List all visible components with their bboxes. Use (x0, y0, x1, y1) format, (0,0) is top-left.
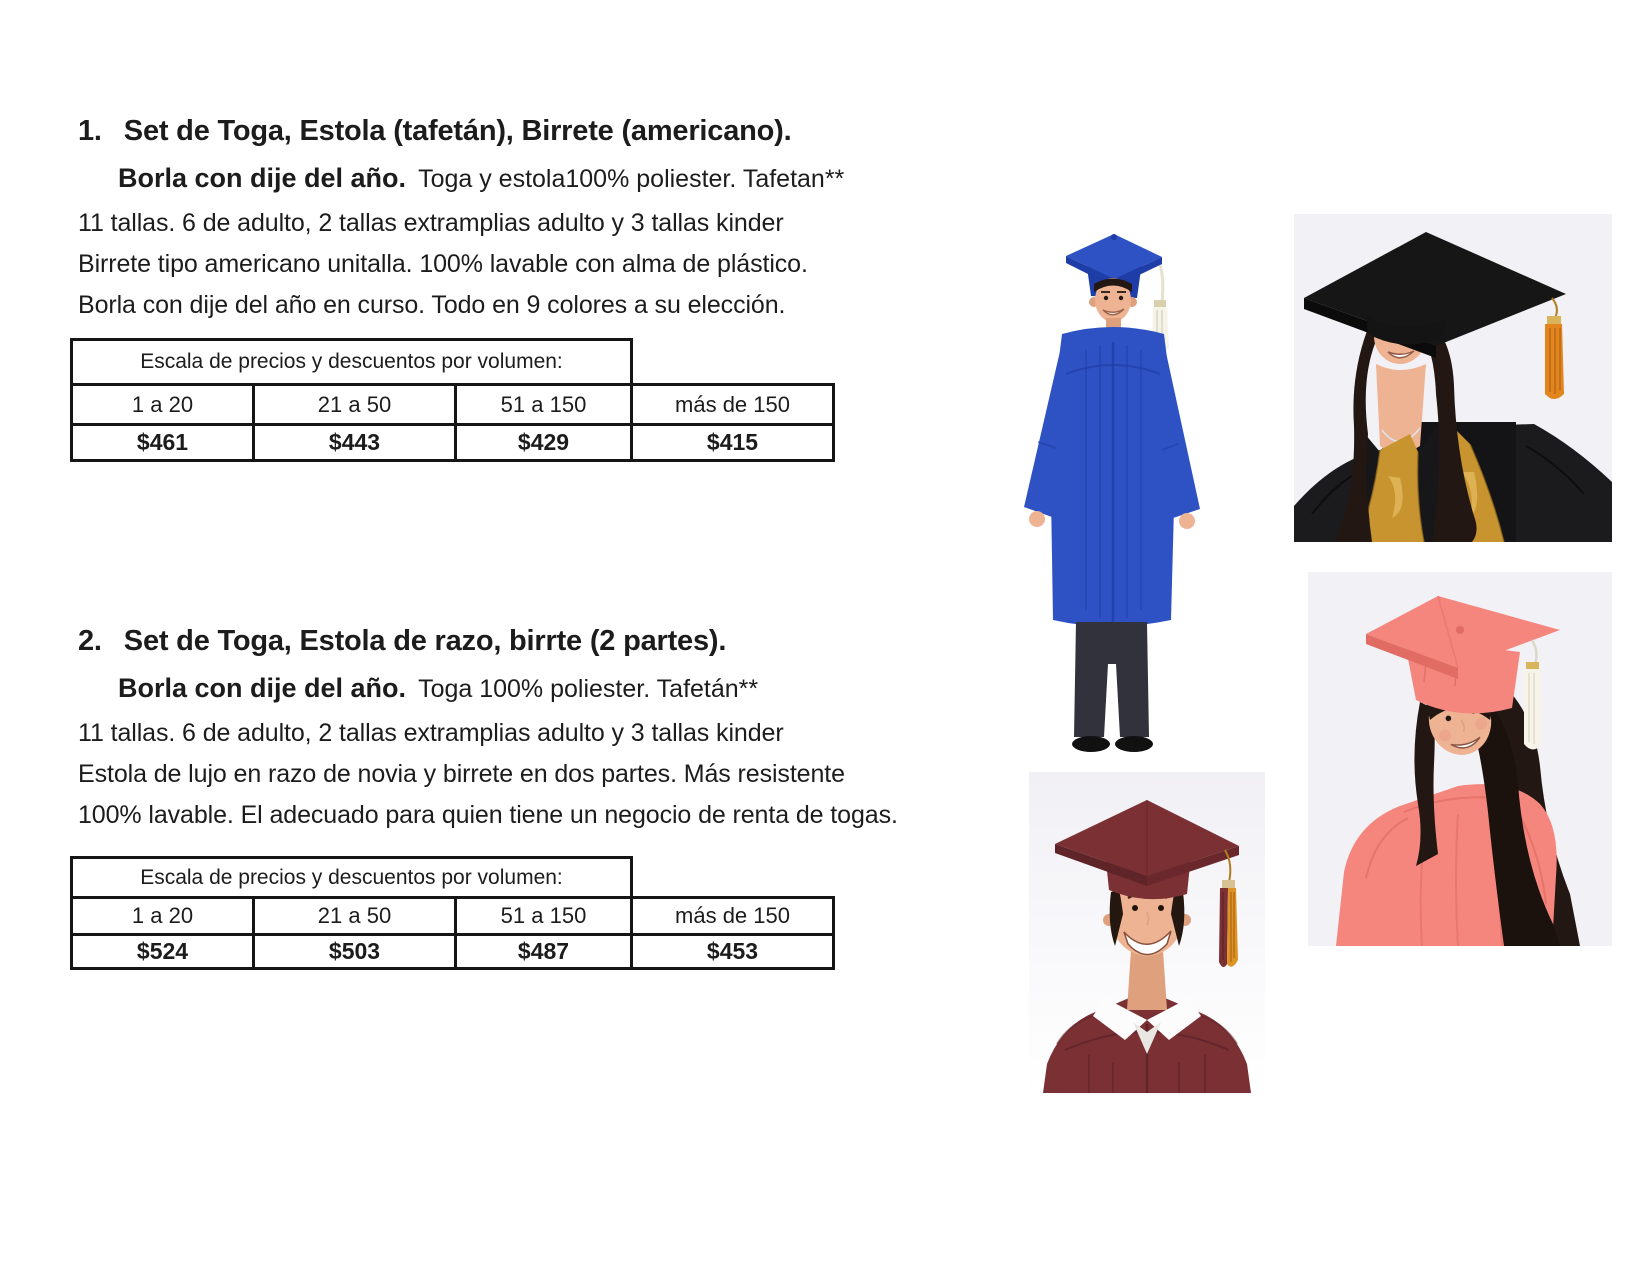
trousers (1074, 622, 1149, 737)
price-cell: $443 (254, 425, 456, 461)
product-2-description-line: 11 tallas. 6 de adulto, 2 tallas extramplias adulto y 3 tallas kinder (78, 719, 784, 747)
empty-header-cell (632, 340, 834, 385)
product-1-description-line: Birrete tipo americano unitalla. 100% lavable con alma de plástico. (78, 250, 808, 278)
quantity-range-cell: 1 a 20 (72, 898, 254, 935)
price-cell: $453 (632, 935, 834, 969)
quantity-range-cell: 21 a 50 (254, 898, 456, 935)
quantity-range-row (72, 385, 834, 425)
price-row (72, 935, 834, 969)
product-2-title (70, 622, 970, 660)
product-2-description-line: Estola de lujo en razo de novia y birrete en dos partes. Más resistente (78, 760, 845, 788)
black-gold-graduate-illustration (1294, 214, 1612, 542)
table-header-row (72, 858, 834, 898)
blue-graduate-illustration (950, 222, 1270, 774)
table-header-row (72, 340, 834, 385)
face (1089, 278, 1137, 322)
volume-price-table-1 (70, 338, 835, 462)
price-scale-header: Escala de precios y descuentos por volumen: (72, 858, 632, 898)
quantity-range-cell: 51 a 150 (456, 898, 632, 935)
product-1-title (70, 112, 970, 150)
volume-price-table-2 (70, 856, 835, 970)
product-2-subtitle-bold: Borla con dije del año. (118, 673, 407, 703)
quantity-range-cell: más de 150 (632, 385, 834, 425)
price-cell: $503 (254, 935, 456, 969)
price-cell: $429 (456, 425, 632, 461)
product-1-description-line: 11 tallas. 6 de adulto, 2 tallas extramplias adulto y 3 tallas kinder (78, 209, 784, 237)
quantity-range-cell: 51 a 150 (456, 385, 632, 425)
hand (1179, 513, 1195, 529)
product-1-subtitle-bold: Borla con dije del año. (118, 163, 407, 193)
photo-black-gown-gold-stole-graduate (1294, 214, 1612, 542)
product-1-description-line: Borla con dije del año en curso. Todo en 9 colores a su elección. (78, 291, 786, 319)
photo-blue-gown-graduate (950, 222, 1270, 774)
product-2-number: 2. (78, 625, 102, 657)
blue-gown (1024, 327, 1200, 627)
product-1-subtitle-rest: Toga y estola100% poliester. Tafetan** (418, 165, 845, 193)
maroon-graduate-illustration (1029, 772, 1265, 1093)
product-section-1 (70, 112, 970, 462)
price-cell: $415 (632, 425, 834, 461)
hand (1029, 511, 1045, 527)
shoe (1115, 736, 1153, 752)
neck (1127, 950, 1167, 1010)
product-2-subtitle-rest: Toga 100% poliester. Tafetán** (418, 675, 759, 703)
quantity-range-cell: 21 a 50 (254, 385, 456, 425)
product-section-2 (70, 622, 970, 970)
shoe (1072, 736, 1110, 752)
price-cell: $461 (72, 425, 254, 461)
photo-pink-gown-graduate (1308, 572, 1612, 946)
pink-graduate-illustration (1308, 572, 1612, 946)
photo-maroon-gown-graduate (1029, 772, 1265, 1093)
product-2-title-text: Set de Toga, Estola de razo, birrte (2 partes). (123, 625, 727, 657)
quantity-range-row (72, 898, 834, 935)
price-row (72, 425, 834, 461)
empty-header-cell (632, 858, 834, 898)
product-1-title-text: Set de Toga, Estola (tafetán), Birrete (americano). (123, 115, 792, 147)
product-2-description-line: 100% lavable. El adecuado para quien tiene un negocio de renta de togas. (78, 801, 898, 829)
product-2-subtitle (70, 668, 970, 709)
price-cell: $524 (72, 935, 254, 969)
price-scale-header: Escala de precios y descuentos por volumen: (72, 340, 632, 385)
quantity-range-cell: 1 a 20 (72, 385, 254, 425)
quantity-range-cell: más de 150 (632, 898, 834, 935)
product-1-number: 1. (78, 115, 102, 147)
price-cell: $487 (456, 935, 632, 969)
product-1-subtitle (70, 158, 970, 199)
